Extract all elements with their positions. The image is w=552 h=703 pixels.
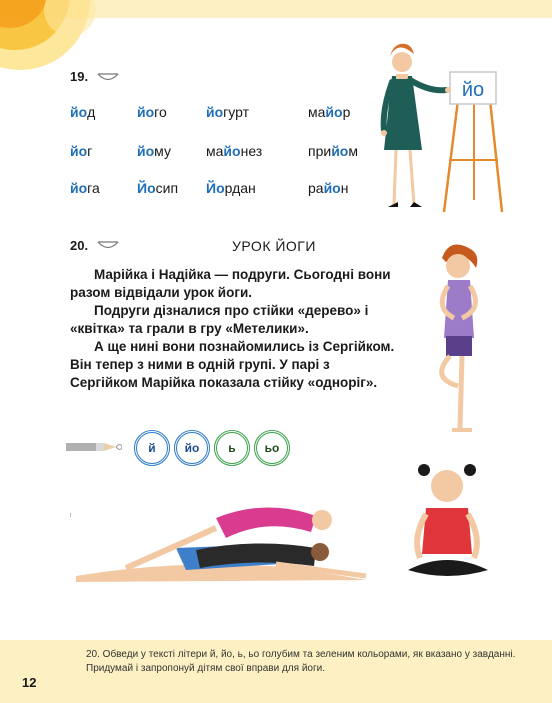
word-yordan: Йордан (206, 180, 256, 196)
pair-yoga-illustration (66, 488, 386, 588)
exercise-19-number: 19. (70, 69, 89, 84)
easel-text: йо (461, 79, 485, 101)
page-number: 12 (22, 675, 37, 690)
word-yod: йод (70, 104, 96, 120)
word-yoho: його (137, 104, 167, 120)
word-yosyp: Йосип (137, 180, 179, 196)
sun-decoration-icon (0, 0, 120, 80)
pencil-icon (66, 440, 122, 454)
lesson-title: УРОК ЙОГИ (232, 238, 316, 254)
word-yoha: йога (70, 180, 100, 196)
teacher-note: 20. Обведи у тексті літери й, йо, ь, ьо голубим та зеленим кольорами, як вказано у завданні. Придумай і запропонуй дітям свої вправи для йоги. (86, 649, 516, 674)
letter-circle-soft-sign-o[interactable]: ьо (254, 430, 290, 466)
word-yomu: йому (137, 143, 171, 159)
story-text (70, 266, 400, 392)
word-rayon: район (308, 180, 349, 196)
teacher-with-easel-illustration (370, 40, 510, 220)
word-pryiom: прийом (308, 143, 358, 159)
letter-circle-soft-sign[interactable]: ь (214, 430, 250, 466)
bowl-icon (97, 72, 119, 82)
word-yog: йог (70, 143, 93, 159)
word-yogurt: йогурт (206, 104, 250, 120)
bowl-icon (97, 240, 119, 250)
word-mayor: майор (308, 104, 351, 120)
exercise-20-number: 20. (70, 238, 89, 253)
story-paragraph: А ще нині вони познайомились із Сергійком. Він тепер з ними в одній групі. У парі з Сергійком Марійка показала стійку «одноріг». (70, 339, 395, 390)
girl-tree-pose-illustration (420, 238, 500, 438)
letter-circle-y[interactable]: й (134, 430, 170, 466)
boy-lotus-pose-illustration (400, 458, 495, 588)
letter-circle-yo[interactable]: йо (174, 430, 210, 466)
story-paragraph: Марійка і Надійка — подруги. Сьогодні вони разом відвідали урок йоги. (70, 267, 391, 300)
word-mayonez: майонез (206, 143, 263, 159)
story-paragraph: Подруги дізналися про стійки «дерево» і «квітка» та грали в гру «Метелики». (70, 303, 369, 336)
